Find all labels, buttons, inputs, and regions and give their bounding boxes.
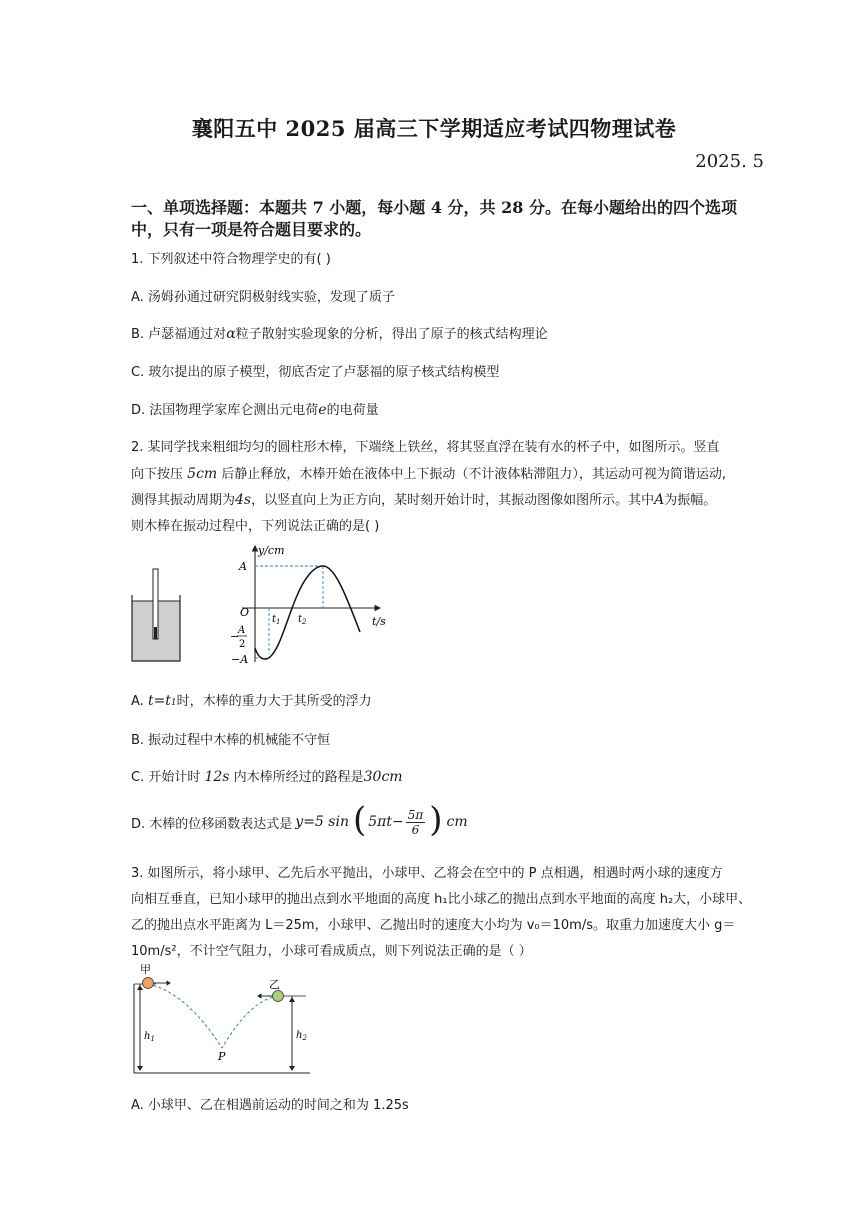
q3-stem-line2: 向相互垂直，已知小球甲的抛出点到水平地面的高度 h₁比小球乙的抛出点到水平地面的高度 h₂大，小球甲、 [131,892,752,907]
q2-math-12s: 12s [204,769,230,785]
iron-wire [154,627,157,639]
q1-option-d [131,399,379,418]
q2-option-c [131,766,403,785]
q1-option-d-suffix: 的电荷量 [326,403,379,418]
ball-yi [273,991,284,1002]
section-heading: 一、单项选择题：本题共 7 小题，每小题 4 分，共 28 分。在每小题给出的四个选项中，只有一项是符合题目要求的。 [131,198,737,239]
q1-option-c: C. 玻尔提出的原子模型，彻底否定了卢瑟福的原子核式结构模型 [131,365,500,380]
half-amp-denominator: 2 [239,639,246,650]
trajectory-yi [222,996,278,1048]
origin-label: O [240,606,250,619]
q2-math-5cm: 5cm [187,466,218,482]
q2-fraction [406,808,426,837]
q2-option-d [131,800,468,840]
q2-math-phase: 5πt− [368,814,404,830]
q1-option-d-prefix: D. 法国物理学家库仑测出元电荷 [131,403,319,418]
q2-math-4s: 4s [235,492,252,508]
q2-text: 向下按压 [131,467,184,482]
q2-stem-line3 [131,489,716,508]
option-text: D. 木棒的位移函数表达式是 [131,816,293,832]
fraction-denominator: 6 [411,822,420,837]
q2-math-cm: cm [446,814,468,830]
y-axis-label: y/cm [258,544,285,557]
q2-option-a [131,690,372,709]
q2-text: 为振幅。 [664,493,717,508]
half-amp-numerator: A [238,625,246,636]
q2-stem-line4: 则木棒在振动过程中，下列说法正确的是( ) [131,519,380,534]
q2-math-sub: 1 [170,698,177,708]
q2-math-a: A [654,492,665,508]
neg-amplitude-label: −A [231,653,249,666]
point-p-label: P [218,1050,226,1063]
page-title: 襄阳五中 2025 届高三下学期适应考试四物理试卷 [191,116,677,141]
q2-stem-line1: 2. 某同学找来粗细均匀的圆柱形木棒，下端绕上铁丝，将其竖直浮在装有水的杯子中，如图所示。竖直 [131,440,720,455]
q3-stem-line4: 10m/s²，不计空气阻力，小球可看成质点，则下列说法正确的是（ ） [131,944,532,959]
ball-jia [143,978,154,989]
q2-text: 测得其振动周期为 [131,493,236,508]
q2-math-y: y=5 sin [295,814,349,830]
option-text: C. 开始计时 [131,770,201,785]
q1-stem: 1. 下列叙述中符合物理学史的有( ) [131,252,331,267]
q3-option-a: A. 小球甲、乙在相遇前运动的时间之和为 1.25s [131,1098,409,1113]
q1-option-a: A. 汤姆孙通过研究阴极射线实验，发现了质子 [131,290,395,305]
vibration-curve [255,566,360,659]
alpha-symbol: α [226,326,236,342]
ball-jia-label: 甲 [140,963,151,976]
ball-yi-label: 乙 [269,978,280,991]
option-letter: A. [131,694,148,709]
q2-text: ，以竖直向上为正方向，某时刻开始计时，其振动图像如图所示。其中 [251,493,655,508]
q3-stem-line1: 3. 如图所示，将小球甲、乙先后水平抛出，小球甲、乙将会在空中的 P 点相遇，相遇时两小球的速度方 [131,866,723,881]
h2-label: $h_2$ [296,1030,307,1042]
exam-date: 2025. 5 [695,151,764,172]
q2-math-t: t=t [147,693,171,709]
option-text: 内木棒所经过的路程是 [233,770,364,785]
right-paren: ) [429,800,443,840]
minus-sign: − [230,630,240,643]
fraction-numerator: 5π [407,807,424,822]
left-paren: ( [352,800,367,840]
e-symbol: e [318,402,327,418]
vibration-graph [222,540,392,670]
projectile-figure [126,962,316,1077]
q1-option-b-prefix: B. 卢瑟福通过对 [131,327,227,342]
beaker-figure [128,565,184,665]
q1-option-b [131,323,548,342]
q3-stem-line3: 乙的抛出点水平距离为 L＝25m，小球甲、乙抛出时的速度大小均为 v₀＝10m/s。取重力加速度大小 g＝ [131,918,736,933]
t2-label: $t_2$ [298,614,307,626]
trajectory-jia [148,984,222,1048]
x-axis-label: t/s [372,615,386,628]
h1-label: $h_1$ [144,1031,155,1043]
amplitude-label: A [239,560,247,573]
q1-option-b-suffix: 粒子散射实验现象的分析，得出了原子的核式结构理论 [235,327,548,342]
q2-math-30cm: 30cm [363,769,403,785]
t1-label: $t_1$ [272,614,281,626]
q2-text: 后静止释放，木棒开始在液体中上下振动（不计液体粘滞阻力），其运动可视为简谐运动, [221,467,726,482]
option-text: 时，木棒的重力大于其所受的浮力 [176,694,372,709]
q2-option-b: B. 振动过程中木棒的机械能不守恒 [131,733,331,748]
q2-stem-line2 [131,463,726,482]
